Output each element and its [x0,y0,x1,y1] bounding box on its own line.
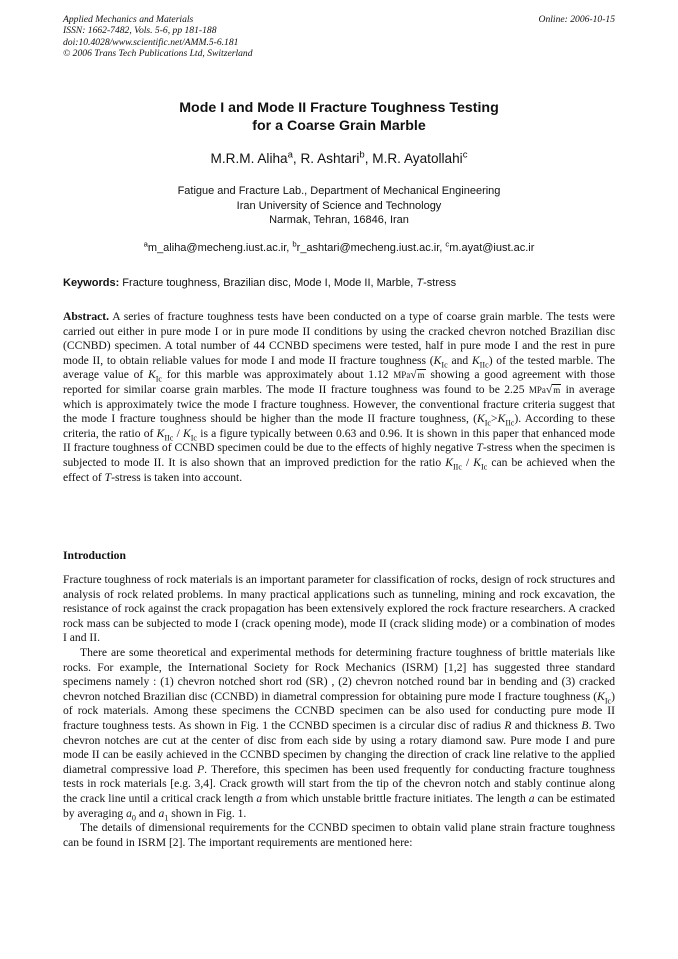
author-3: M.R. Ayatollahi [372,151,463,166]
journal-name: Applied Mechanics and Materials [63,14,194,25]
author-list: M.R.M. Aliha$^a$, R. Ashtari$^b$, M.R. Ayatollahi$^c$ [210,149,468,166]
paper-title [0,99,678,135]
email-list: $^a$m_aliha@mecheng.iust.ac.ir, $^b$r_ashtari@mecheng.iust.ac.ir, $^c$m.ayat@iust.ac.ir [143,239,535,254]
intro-paragraph-3: The details of dimensional requirements for the CCNBD specimen to obtain valid plane strain fracture toughness can be found in ISRM [2]. The important requirements are mentioned here: [63,821,615,849]
author-1-sup: a [287,149,293,161]
section-heading-introduction: Introduction [63,549,126,562]
issn-line: ISSN: 1662-7482, Vols. 5-6, pp 181-188 [63,25,217,37]
email-3[interactable]: m.ayat@iust.ac.ir [449,242,535,254]
page-header [63,14,615,60]
author-3-sup: c [462,149,468,161]
copyright-line: © 2006 Trans Tech Publications Ltd, Switzerland [63,48,253,60]
author-1: M.R.M. Aliha [210,151,288,166]
abstract: Abstract. A series of fracture toughness tests have been conducted on a type of coarse grain marble. The tests were carried out either in pure mode I or in pure mode II conditions by using the cracked chevron notched Brazilian disc (CCNBD) specimen. A total number of 44 CCNBD specimens were tested, half in pure mode I and the rest in pure mode II, to obtain reliable values for mode I and mode II fracture toughness ($K_{Ic}$ and $K_{IIc}$) of the tested marble. The average value of $K_{Ic}$ for this marble was approximately about 1.12 MPa√m showing a good agreement with those reported for similar coarse grain marbles. The mode II fracture toughness was found to be 2.25 MPa√m in average which is approximately twice the mode I fracture toughness. However, the conventional fracture criteria suggest that the mode I fracture toughness should be higher than the mode II fracture toughness, $(K_{Ic}>K_{IIc})$. According to these criteria, the ratio of $K_{IIc} / K_{Ic}$ is a figure typically between 0.63 and 0.96. It is shown in this paper that enhanced mode II fracture toughness of CCNBD specimen could be due to the effects of highly negative T-stress when the specimen is subjected to mode II. It is also shown that an improved prediction for the ratio $K_{IIc} / K_{Ic}$ can be achieved when the effect of T-stress is taken into account. [63,310,615,484]
doi-line: doi:10.4028/www.scientific.net/AMM.5-6.181 [63,36,239,48]
online-date: Online: 2006-10-15 [538,14,615,25]
intro-paragraph-2: There are some theoretical and experimental methods for determining fracture toughness of brittle materials like rocks. For example, the International Society for Rock Mechanics (ISRM) [1,2] has suggested three standard specimens namely : (1) chevron notched short rod (SR) , (2) chevron notched round bar in bending and (3) cracked chevron notched Brazilian disc (CCNBD) in diametral compression for obtaining pure mode I fracture toughness $(K_{Ic})$ of rock materials. Among these specimens the CCNBD specimen can be also used for conducting pure mode II fracture toughness tests. As shown in Fig. 1 the CCNBD specimen is a circular disc of radius R and thickness B. Two chevron notches are cut at the center of disc from each side by using a rotary diamond saw. Pure mode I and pure mode II can be easily achieved in the CCNBD specimen by changing the direction of crack line relative to the applied diametral compressive load P. Therefore, this specimen has been used frequently for conducting fracture toughness tests in rock materials [e.g. 3,4]. Crack growth will start from the tip of the chevron notch and stably continue along the crack line until a critical crack length a from which unstable brittle fracture initiates. The length a can be estimated by averaging $a_0$ and $a_1$ shown in Fig. 1. [63,645,616,822]
email-1[interactable]: m_aliha@mecheng.iust.ac.ir, [147,242,293,254]
intro-paragraph-1: Fracture toughness of rock materials is an important parameter for classification of rocks, design of rock structures and analysis of rock related problems. In many practical applications such as tunneling, mining and rock excavation, the resistance of rock against the crack propagation has been extensively explored the rock fracture researchers. A cracked rock mass can be subjected to mode I (crack opening mode), mode II (crack sliding mode) or a combination of modes I and II. [63,573,615,645]
keywords-label: Keywords: [63,277,120,289]
email-2[interactable]: r_ashtari@mecheng.iust.ac.ir, [296,242,446,254]
title-line-1: Mode I and Mode II Fracture Toughness Testing [179,100,499,116]
keywords: Keywords: Fracture toughness, Brazilian disc, Mode I, Mode II, Marble, T-stress [63,277,457,289]
introduction-body [63,573,615,850]
abstract-label: Abstract. [63,310,110,323]
author-2: R. Ashtari [300,151,360,166]
title-line-2: for a Coarse Grain Marble [252,118,426,134]
affiliation: Fatigue and Fracture Lab., Department of Mechanical Engineering Iran University of Science and Technology Narmak, Tehran, 16846, Iran [177,185,501,227]
author-2-sup: b [359,149,365,161]
